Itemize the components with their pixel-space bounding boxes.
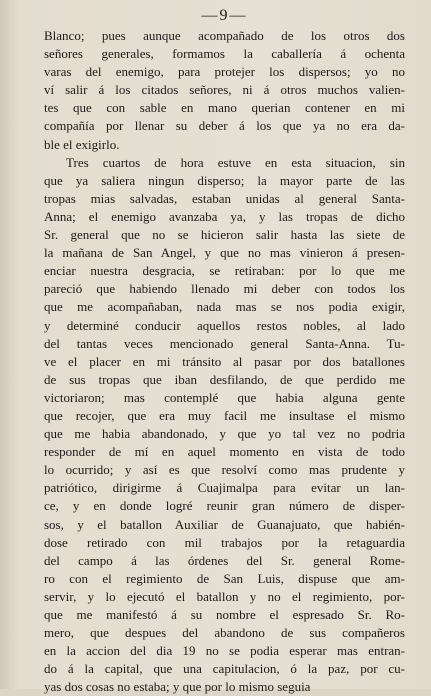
- text-line: patriótico, dirigirme á Cuajimalpa para evitar un lan-: [44, 480, 405, 496]
- text-line: ro con el regimiento de San Luis, dispuse que am-: [44, 570, 405, 586]
- text-line: la mañana de San Angel, y que no mas vinieron á presen-: [44, 245, 405, 261]
- page-number: —9—: [201, 7, 248, 24]
- text-line: tropas mias salvadas, estaban unidas al general Santa-: [44, 190, 405, 206]
- text-line: ví salir á los citados señores, ni á otros muchos valien-: [44, 82, 405, 98]
- text-line: que me acompañaban, nada mas se nos podia exigir,: [44, 299, 405, 315]
- paragraph: [44, 27, 405, 154]
- text-line: lo ocurrido; y así es que resolví como mas prudente y: [44, 462, 405, 478]
- text-line: varas del enemigo, para protejer los dispersos; yo no: [44, 64, 405, 80]
- text-line: que ya saliera ningun disperso; la mayor parte de las: [44, 172, 405, 188]
- paragraph: [44, 154, 405, 696]
- text-line: ce, y en donde logré reunir gran número de disper-: [44, 498, 405, 514]
- text-line: tes que con sable en mano querian contener en mi: [44, 100, 405, 116]
- text-line: del campo á las órdenes del Sr. general Rome-: [44, 552, 405, 568]
- text-line: Tres cuartos de hora estuve en esta situacion, sin: [66, 154, 405, 170]
- text-line: Blanco; pues aunque acompañado de los otros dos: [44, 28, 405, 43]
- text-line: en la accion del dia 19 no se podia esperar mas entran-: [44, 643, 405, 659]
- body-text: [44, 27, 405, 696]
- text-line: responder de mí en aquel momento en vista de todo: [44, 444, 405, 460]
- text-line: ble el exigirlo.: [44, 136, 120, 152]
- text-line: do á la capital, que una capitulacion, ó la paz, por cu-: [44, 661, 405, 677]
- text-line: yas dos cosas no estaba; y que por lo mismo seguia: [44, 679, 311, 695]
- text-line: dose retirado con mil trabajos por la retaguardia: [44, 534, 405, 550]
- text-line: señores generales, formamos la caballería á ochenta: [44, 46, 405, 62]
- text-line: que me habia abandonado, y que yo tal vez no podria: [44, 426, 405, 442]
- text-line: pareció que habiendo llenado mi deber con todos los: [44, 281, 405, 297]
- text-line: y determiné conducir aquellos restos nobles, al lado: [44, 317, 405, 333]
- text-line: que me manifestó á su nombre el espresado Sr. Ro-: [44, 607, 405, 622]
- text-line: servir, y lo ejecutó el batallon y no el regimiento, por-: [44, 588, 405, 604]
- text-line: ve el placer en mi tránsito al pasar por dos batallones: [44, 353, 405, 369]
- text-line: del tantas veces mencionado general Santa-Anna. Tu-: [44, 335, 405, 351]
- text-line: compañía por llenar su deber á los que ya no era da-: [44, 118, 405, 134]
- text-line: Anna; el enemigo avanzaba ya, y las tropas de dicho: [44, 208, 405, 224]
- text-line: de sus tropas que iban desfilando, de que perdido me: [44, 371, 405, 387]
- text-line: mero, que despues del abandono de sus compañeros: [44, 625, 405, 641]
- text-line: enciar nuestra desgracia, se retiraban: por lo que me: [44, 263, 405, 279]
- text-line: sos, y el batallon Auxiliar de Guanajuato, que habién-: [44, 516, 405, 532]
- text-line: que recojer, que era muy facil me insultase el mismo: [44, 407, 405, 423]
- text-line: Sr. general que no se hicieron salir hasta las siete de: [44, 227, 405, 243]
- text-line: victoriaron; mas contemplé que habia alguna gente: [44, 389, 405, 405]
